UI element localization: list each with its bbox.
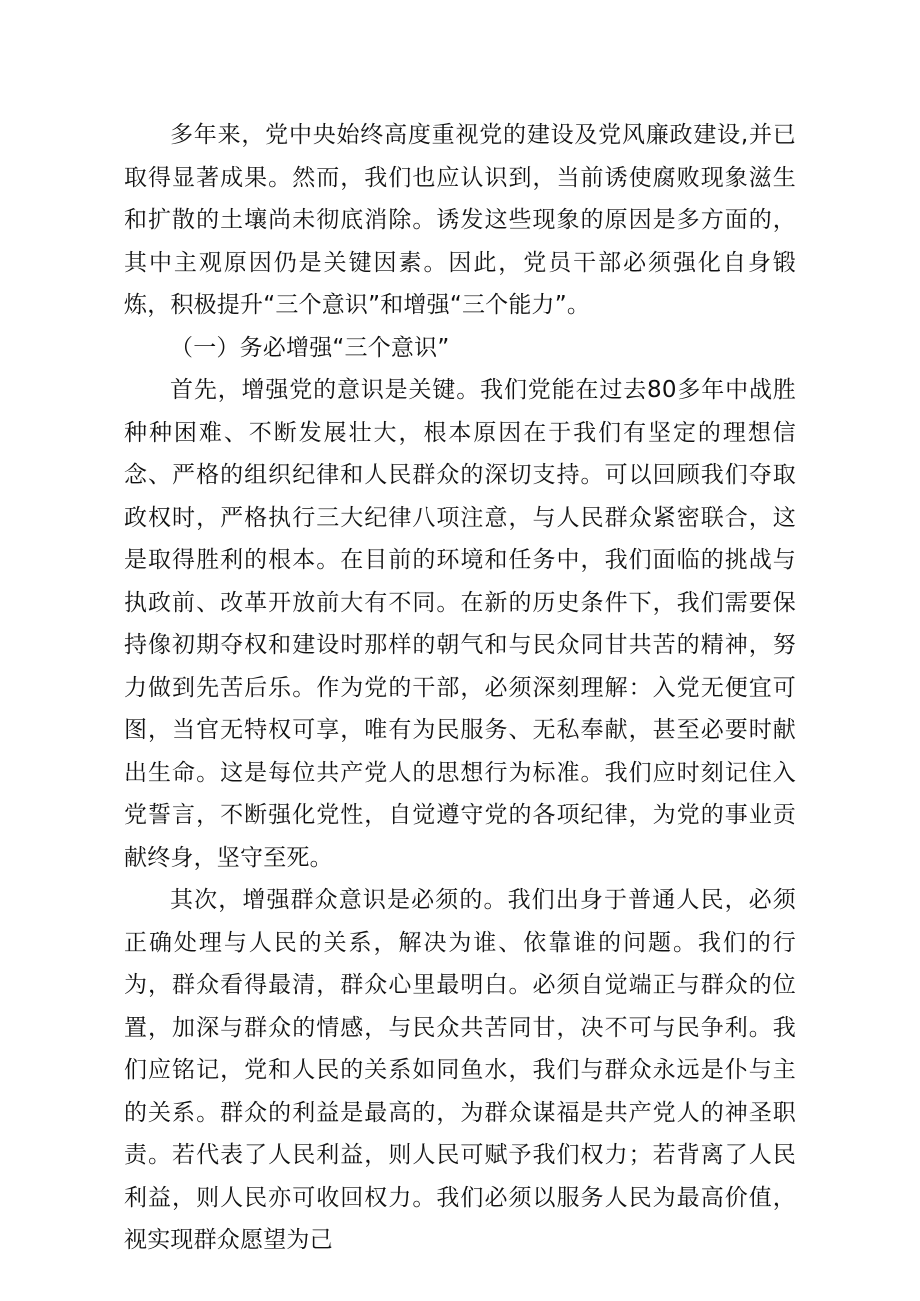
document-body [124,114,796,1262]
mass-awareness-paragraph: 其次，增强群众意识是必须的。我们出身于普通人民，必须正确处理与人民的关系，解决为谁、依靠谁的问题。我们的行为，群众看得最清，群众心里最明白。必须自觉端正与群众的位置，加深与群众的情感，与民众共苦同甘，决不可与民争利。我们应铭记，党和人民的关系如同鱼水，我们与群众永远是仆与主的关系。群众的利益是最高的，为群众谋福是共产党人的神圣职责。若代表了人民利益，则人民可赋予我们权力；若背离了人民利益，则人民亦可收回权力。我们必须以服务人民为最高价值，视实现群众愿望为己 [124,887,796,1253]
intro-paragraph: 多年来，党中央始终高度重视党的建设及党风廉政建设,并已取得显著成果。然而，我们也应认识到，当前诱使腐败现象滋生和扩散的土壤尚未彻底消除。诱发这些现象的原因是多方面的，其中主观原因仍是关键因素。因此，党员干部必须强化自身锻炼，积极提升“三个意识”和增强“三个能力”。 [124,122,796,318]
section-heading: （一）务必增强“三个意识” [170,334,450,361]
party-awareness-paragraph: 首先，增强党的意识是关键。我们党能在过去80多年中战胜种种困难、不断发展壮大，根本原因在于我们有坚定的理想信念、严格的组织纪律和人民群众的深切支持。可以回顾我们夺取政权时，严格执行三大纪律八项注意，与人民群众紧密联合，这是取得胜利的根本。在目前的环境和任务中，我们面临的挑战与执政前、改革开放前大有不同。在新的历史条件下，我们需要保持像初期夺权和建设时那样的朝气和与民众同甘共苦的精神，努力做到先苦后乐。作为党的干部，必须深刻理解：入党无便宜可图，当官无特权可享，唯有为民服务、无私奉献，甚至必要时献出生命。这是每位共产党人的思想行为标准。我们应时刻记住入党誓言，不断强化党性，自觉遵守党的各项纪律，为党的事业贡献终身，坚守至死。 [124,377,796,871]
